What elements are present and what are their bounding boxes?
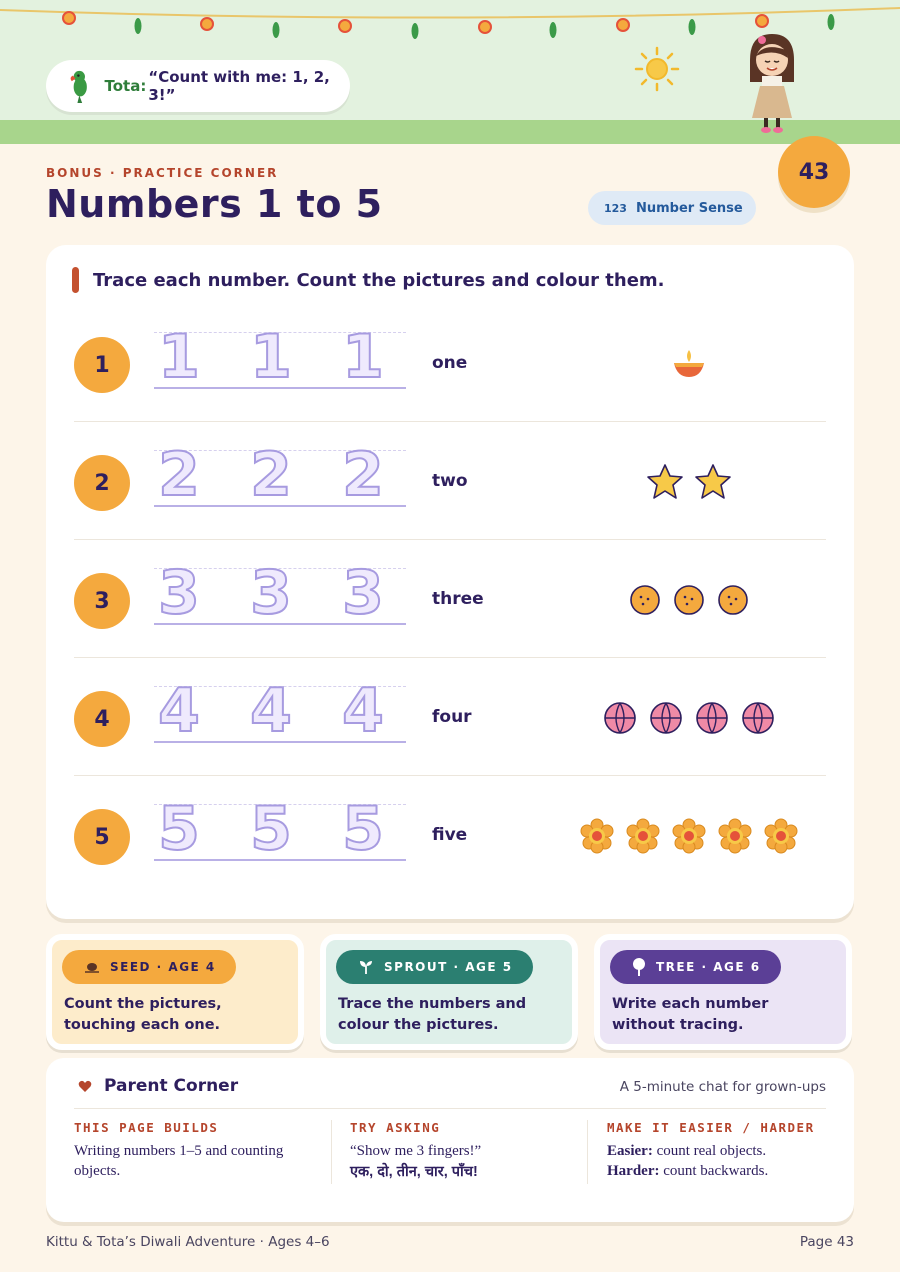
sun-icon <box>634 46 680 92</box>
level-pill <box>62 950 236 984</box>
level-label: SEED · AGE 4 <box>110 960 216 974</box>
parent-corner-subtitle: A 5-minute chat for grown-ups <box>619 1079 826 1095</box>
rangoli-ball-icon[interactable] <box>694 700 730 736</box>
level-pill <box>336 950 533 984</box>
trace-digit[interactable]: 3 <box>250 558 292 628</box>
builds-text: Writing numbers 1–5 and counting objects. <box>74 1143 284 1179</box>
number-word: three <box>432 589 484 609</box>
number-circle: 1 <box>74 337 130 393</box>
parrot-icon <box>68 67 93 105</box>
marigold-icon[interactable] <box>763 818 799 854</box>
harder-line <box>607 1161 837 1181</box>
parent-corner <box>46 1058 854 1222</box>
number-word: two <box>432 471 468 491</box>
star-icon[interactable] <box>646 463 684 501</box>
easier-line <box>607 1141 837 1161</box>
trace-digit[interactable]: 1 <box>342 322 384 392</box>
trace-digit[interactable]: 5 <box>250 794 292 864</box>
ask-text: “Show me 3 fingers!” <box>350 1143 482 1159</box>
harder-text: count backwards. <box>659 1163 769 1179</box>
adjust-heading: MAKE IT EASIER / HARDER <box>607 1120 815 1135</box>
level-label: TREE · AGE 6 <box>656 960 761 974</box>
rangoli-ball-icon[interactable] <box>648 700 684 736</box>
number-circle: 4 <box>74 691 130 747</box>
builds-column <box>74 1120 324 1181</box>
trace-digit[interactable]: 3 <box>158 558 200 628</box>
number-word: four <box>432 707 472 727</box>
heart-icon <box>78 1080 92 1093</box>
tracing-line[interactable] <box>154 322 406 392</box>
number-circle: 3 <box>74 573 130 629</box>
easier-text: count real objects. <box>652 1143 767 1159</box>
number-sense-icon: 123 <box>604 201 627 215</box>
trace-digit[interactable]: 2 <box>250 440 292 510</box>
rangoli-ball-icon[interactable] <box>740 700 776 736</box>
section-kicker: BONUS · PRACTICE CORNER <box>46 166 279 180</box>
ask-heading: TRY ASKING <box>350 1120 441 1135</box>
marigold-icon[interactable] <box>625 818 661 854</box>
trace-digit[interactable]: 2 <box>158 440 200 510</box>
harder-label: Harder: <box>607 1163 660 1179</box>
instruction-marker <box>72 267 79 293</box>
diya-icon[interactable] <box>671 346 707 382</box>
seed-icon <box>84 961 100 973</box>
ask-column <box>350 1120 580 1181</box>
number-row-4 <box>74 659 826 776</box>
page-title: Numbers 1 to 5 <box>46 182 383 226</box>
trace-digit[interactable]: 3 <box>342 558 384 628</box>
topic-badge <box>588 191 756 225</box>
level-card-seed <box>46 934 304 1050</box>
parent-corner-header <box>78 1076 238 1096</box>
number-row-5 <box>74 777 826 894</box>
trace-digit[interactable]: 1 <box>158 322 200 392</box>
number-word: one <box>432 353 468 373</box>
level-text: Count the pictures, touching each one. <box>64 996 222 1033</box>
divider <box>74 1108 826 1109</box>
level-card-tree <box>594 934 852 1050</box>
speech-bubble <box>46 60 350 112</box>
trace-digit[interactable]: 4 <box>158 676 200 746</box>
easier-label: Easier: <box>607 1143 653 1159</box>
level-pill <box>610 950 781 984</box>
laddoo-icon[interactable] <box>716 583 750 617</box>
count-pictures <box>554 811 824 861</box>
instruction <box>72 267 665 293</box>
adjust-column <box>607 1120 837 1181</box>
level-text: Trace the numbers and colour the pictures. <box>338 996 527 1033</box>
speaker-name: Tota: <box>104 77 147 95</box>
activity-card <box>46 245 854 919</box>
instruction-text: Trace each number. Count the pictures and colour them. <box>93 269 665 291</box>
marigold-icon[interactable] <box>579 818 615 854</box>
number-row-1 <box>74 305 826 422</box>
number-row-3 <box>74 541 826 658</box>
count-pictures <box>554 575 824 625</box>
page-number-badge: 43 <box>778 136 850 208</box>
number-word: five <box>432 825 468 845</box>
count-pictures <box>554 693 824 743</box>
laddoo-icon[interactable] <box>628 583 662 617</box>
speech-text: “Count with me: 1, 2, 3!” <box>148 68 330 104</box>
tracing-line[interactable] <box>154 558 406 628</box>
tracing-line[interactable] <box>154 440 406 510</box>
parent-corner-title: Parent Corner <box>104 1076 239 1096</box>
trace-digit[interactable]: 5 <box>342 794 384 864</box>
sprout-icon <box>358 959 374 975</box>
number-row-2 <box>74 423 826 540</box>
count-pictures <box>554 457 824 507</box>
level-text: Write each number without tracing. <box>612 996 769 1033</box>
tree-icon <box>632 958 646 976</box>
marigold-icon[interactable] <box>671 818 707 854</box>
kittu-character-icon <box>742 30 802 136</box>
divider <box>587 1120 588 1184</box>
trace-digit[interactable]: 4 <box>250 676 292 746</box>
level-label: SPROUT · AGE 5 <box>384 960 513 974</box>
book-title-footer: Kittu & Tota’s Diwali Adventure · Ages 4–6 <box>46 1234 330 1250</box>
divider <box>331 1120 332 1184</box>
marigold-icon[interactable] <box>717 818 753 854</box>
laddoo-icon[interactable] <box>672 583 706 617</box>
builds-heading: THIS PAGE BUILDS <box>74 1120 219 1135</box>
page-number-footer: Page 43 <box>799 1234 854 1250</box>
number-circle: 5 <box>74 809 130 865</box>
trace-digit[interactable]: 2 <box>342 440 384 510</box>
level-card-sprout <box>320 934 578 1050</box>
number-circle: 2 <box>74 455 130 511</box>
trace-digit[interactable]: 4 <box>342 676 384 746</box>
trace-digit[interactable]: 5 <box>158 794 200 864</box>
ask-hindi-text: एक, दो, तीन, चार, पाँच! <box>350 1164 478 1180</box>
trace-digit[interactable]: 1 <box>250 322 292 392</box>
tracing-line[interactable] <box>154 676 406 746</box>
tracing-line[interactable] <box>154 794 406 864</box>
topic-label: Number Sense <box>635 200 743 216</box>
star-icon[interactable] <box>694 463 732 501</box>
rangoli-ball-icon[interactable] <box>602 700 638 736</box>
count-pictures <box>554 339 824 389</box>
